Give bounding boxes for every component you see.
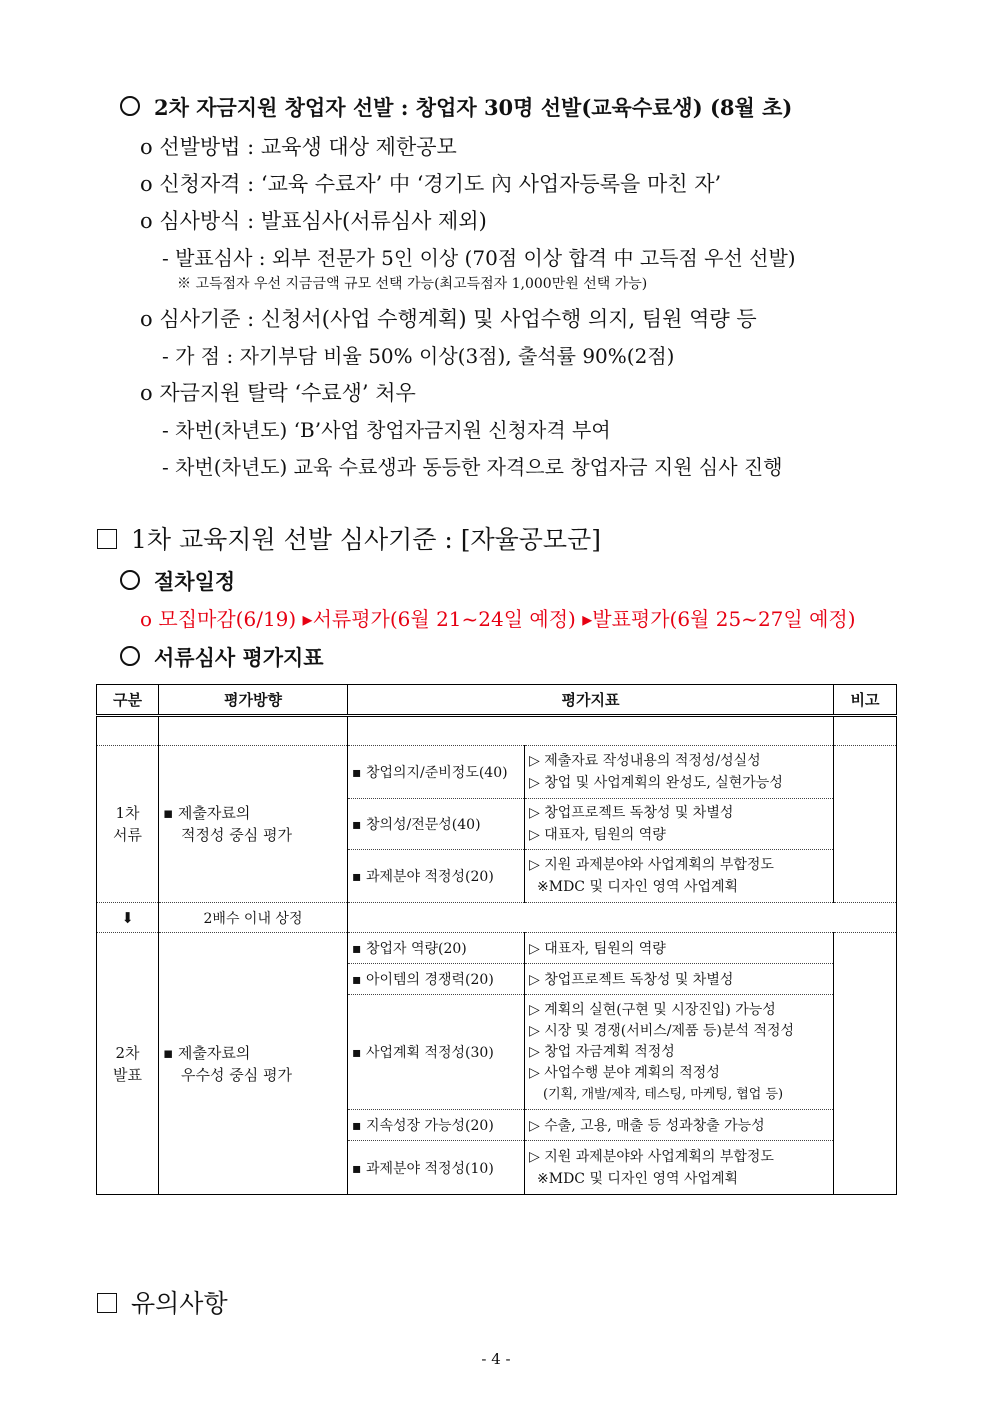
circle-bullet-icon bbox=[120, 646, 140, 666]
circle-bullet-icon bbox=[120, 96, 140, 116]
bonus-points: - 가 점 : 자기부담 비율 50% 이상(3점), 출석률 90%(2점) bbox=[162, 344, 675, 368]
table-row bbox=[97, 933, 897, 964]
eligibility: o 신청자격 : ‘교육 수료자’ 中 ‘경기도 內 사업자등록을 마친 자’ bbox=[140, 172, 722, 196]
indicator-cell: ▪ 지속성장 가능성(20) bbox=[348, 1110, 525, 1141]
transition-text: 2배수 이내 상정 bbox=[159, 903, 348, 933]
table-row bbox=[97, 746, 897, 799]
detail-cell: ▷ 계획의 실현(구현 및 시장진입) 가능성 ▷ 시장 및 경쟁(서비스/제품 등)분석 적정성 ▷ 창업 자금계획 적정성 ▷ 사업수행 분야 계획의 적정성 (기획, 개발/제작, 테스팅, 마케팅, 협업 등) bbox=[525, 995, 834, 1110]
schedule-line: o 모집마감(6/19) ▸서류평가(6월 21~24일 예정) ▸발표평가(6월 25~27일 예정) bbox=[140, 607, 856, 631]
evaluation-table bbox=[96, 684, 897, 1195]
circle-bullet-icon bbox=[120, 570, 140, 590]
header-remark: 비고 bbox=[834, 685, 897, 716]
indicator-cell: ▪ 창업의지/준비정도(40) bbox=[348, 746, 525, 799]
stage1-direction: ▪ 제출자료의 적정성 중심 평가 bbox=[159, 746, 348, 903]
dropout-heading: o 자금지원 탈락 ‘수료생’ 처우 bbox=[140, 381, 416, 405]
checkbox-square-icon bbox=[97, 529, 117, 549]
indicator-cell: ▪ 사업계획 적정성(30) bbox=[348, 995, 525, 1110]
header-direction: 평가방향 bbox=[159, 685, 348, 716]
table-title: 서류심사 평가지표 bbox=[120, 642, 324, 672]
dropout-item-2: - 차번(차년도) 교육 수료생과 동등한 자격으로 창업자금 지원 심사 진행 bbox=[162, 455, 783, 479]
header-indicator: 평가지표 bbox=[348, 685, 834, 716]
detail-cell: ▷ 제출자료 작성내용의 적정성/성실성 ▷ 창업 및 사업계획의 완성도, 실현가능성 bbox=[525, 746, 834, 799]
detail-cell: ▷ 대표자, 팀원의 역량 bbox=[525, 933, 834, 964]
review-detail: - 발표심사 : 외부 전문가 5인 이상 (70점 이상 합격 中 고득점 우선 선발) bbox=[162, 246, 796, 270]
dropout-item-1: - 차번(차년도) ‘B’사업 창업자금지원 신청자격 부여 bbox=[162, 418, 611, 442]
indicator-cell: ▪ 과제분야 적정성(10) bbox=[348, 1141, 525, 1195]
stage2-direction: ▪ 제출자료의 우수성 중심 평가 bbox=[159, 933, 348, 1195]
page-number: - 4 - bbox=[481, 1350, 511, 1368]
checkbox-square-icon bbox=[97, 1293, 117, 1313]
indicator-cell: ▪ 창업자 역량(20) bbox=[348, 933, 525, 964]
detail-cell: ▷ 지원 과제분야와 사업계획의 부합정도 ※MDC 및 디자인 영역 사업계획 bbox=[525, 850, 834, 903]
indicator-cell: ▪ 과제분야 적정성(20) bbox=[348, 850, 525, 903]
indicator-cell: ▪ 창의성/전문성(40) bbox=[348, 799, 525, 850]
table-header-row bbox=[97, 685, 897, 716]
transition-row bbox=[97, 903, 897, 933]
down-arrow-icon: ⬇ bbox=[97, 903, 159, 933]
detail-cell: ▷ 창업프로젝트 독창성 및 차별성 bbox=[525, 964, 834, 995]
review-note: ※ 고득점자 우선 지금금액 규모 선택 가능(최고득점자 1,000만원 선택 가능) bbox=[177, 276, 648, 292]
schedule-title: 절차일정 bbox=[120, 566, 235, 596]
detail-cell: ▷ 지원 과제분야와 사업계획의 부합정도 ※MDC 및 디자인 영역 사업계획 bbox=[525, 1141, 834, 1195]
detail-cell: ▷ 수출, 고용, 매출 등 성과창출 가능성 bbox=[525, 1110, 834, 1141]
header-category: 구분 bbox=[97, 685, 159, 716]
review-method: o 심사방식 : 발표심사(서류심사 제외) bbox=[140, 209, 487, 233]
detail-cell: ▷ 창업프로젝트 독창성 및 차별성 ▷ 대표자, 팀원의 역량 bbox=[525, 799, 834, 850]
notes-heading: 유의사항 bbox=[97, 1284, 228, 1320]
stage2-label: 2차 발표 bbox=[97, 933, 159, 1195]
stage1-label: 1차 서류 bbox=[97, 746, 159, 903]
selection-method: o 선발방법 : 교육생 대상 제한공모 bbox=[140, 135, 457, 159]
section-heading-eval: 1차 교육지원 선발 심사기준 : [자율공모군] bbox=[97, 520, 601, 556]
indicator-cell: ▪ 아이템의 경쟁력(20) bbox=[348, 964, 525, 995]
section-heading: 2차 자금지원 창업자 선발 : 창업자 30명 선발(교육수료생) (8월 초) bbox=[120, 92, 792, 122]
empty-row bbox=[97, 716, 897, 746]
review-criteria: o 심사기준 : 신청서(사업 수행계획) 및 사업수행 의지, 팀원 역량 등 bbox=[140, 307, 757, 331]
